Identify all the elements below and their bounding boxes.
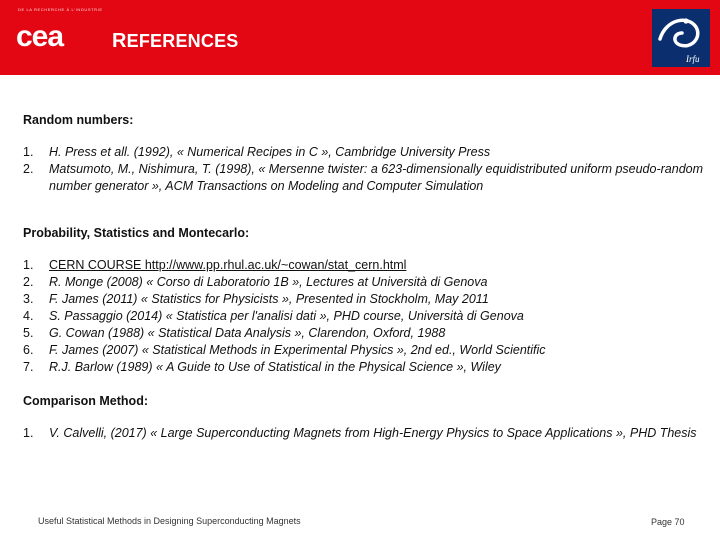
reference-text: F. James (2007) « Statistical Methods in Experimental Physics », 2nd ed., World Scientific bbox=[49, 343, 546, 357]
reference-text: G. Cowan (1988) « Statistical Data Analysis », Clarendon, Oxford, 1988 bbox=[49, 326, 446, 340]
reference-item bbox=[23, 257, 703, 274]
cea-logo-text: cea bbox=[16, 22, 64, 52]
reference-number: 1. bbox=[23, 258, 34, 272]
reference-item bbox=[23, 359, 703, 376]
page-number: Page 70 bbox=[651, 517, 685, 527]
reference-number: 3. bbox=[23, 292, 34, 306]
reference-item bbox=[23, 161, 703, 195]
reference-item bbox=[23, 308, 703, 325]
page-title-initial: R bbox=[112, 30, 127, 52]
reference-item bbox=[23, 425, 703, 442]
section-title-random-numbers: Random numbers: bbox=[23, 113, 134, 127]
irfu-logo-text: Irfu bbox=[686, 54, 700, 64]
irfu-logo bbox=[652, 9, 710, 67]
reference-number: 1. bbox=[23, 426, 34, 440]
reference-item bbox=[23, 342, 703, 359]
reference-list-probability bbox=[23, 257, 703, 376]
page-title-rest: EFERENCES bbox=[126, 31, 239, 51]
reference-number: 7. bbox=[23, 360, 34, 374]
cea-logo bbox=[16, 22, 90, 57]
reference-item bbox=[23, 291, 703, 308]
reference-text: V. Calvelli, (2017) « Large Superconducting Magnets from High-Energy Physics to Space Applications », PHD Thesis bbox=[49, 426, 697, 440]
references-content bbox=[23, 112, 703, 442]
reference-text: S. Passaggio (2014) « Statistica per l'analisi dati », PHD course, Università di Genova bbox=[49, 309, 524, 323]
reference-item bbox=[23, 325, 703, 342]
footer-title: Useful Statistical Methods in Designing Superconducting Magnets bbox=[38, 516, 301, 526]
reference-number: 4. bbox=[23, 309, 34, 323]
reference-list-random-numbers bbox=[23, 144, 703, 195]
header-bar bbox=[0, 0, 720, 75]
irfu-logo-mark bbox=[652, 9, 710, 67]
reference-text: H. Press et all. (1992), « Numerical Recipes in C », Cambridge University Press bbox=[49, 145, 491, 159]
reference-number: 5. bbox=[23, 326, 34, 340]
reference-number: 6. bbox=[23, 343, 34, 357]
reference-item bbox=[23, 274, 703, 291]
cern-course-link[interactable]: CERN COURSE http://www.pp.rhul.ac.uk/~cowan/stat_cern.html bbox=[49, 258, 407, 272]
reference-number: 2. bbox=[23, 162, 34, 176]
reference-text: F. James (2011) « Statistics for Physicists », Presented in Stockholm, May 2011 bbox=[49, 292, 489, 306]
reference-number: 2. bbox=[23, 275, 34, 289]
section-title-probability: Probability, Statistics and Montecarlo: bbox=[23, 226, 250, 240]
reference-number: 1. bbox=[23, 145, 34, 159]
section-title-comparison: Comparison Method: bbox=[23, 394, 148, 408]
reference-text: R.J. Barlow (1989) « A Guide to Use of Statistical in the Physical Science », Wiley bbox=[49, 360, 501, 374]
reference-text: R. Monge (2008) « Corso di Laboratorio 1B », Lectures at Università di Genova bbox=[49, 275, 488, 289]
reference-item bbox=[23, 144, 703, 161]
cea-tagline: DE LA RECHERCHE À L'INDUSTRIE bbox=[18, 7, 103, 12]
cea-logo-mark bbox=[16, 22, 90, 52]
page-title bbox=[112, 30, 238, 53]
reference-list-comparison bbox=[23, 425, 703, 442]
reference-text: Matsumoto, M., Nishimura, T. (1998), « Mersenne twister: a 623-dimensionally equidistributed uniform pseudo-random number generator », ACM Transactions on Modeling and Computer Simulation bbox=[49, 162, 704, 193]
